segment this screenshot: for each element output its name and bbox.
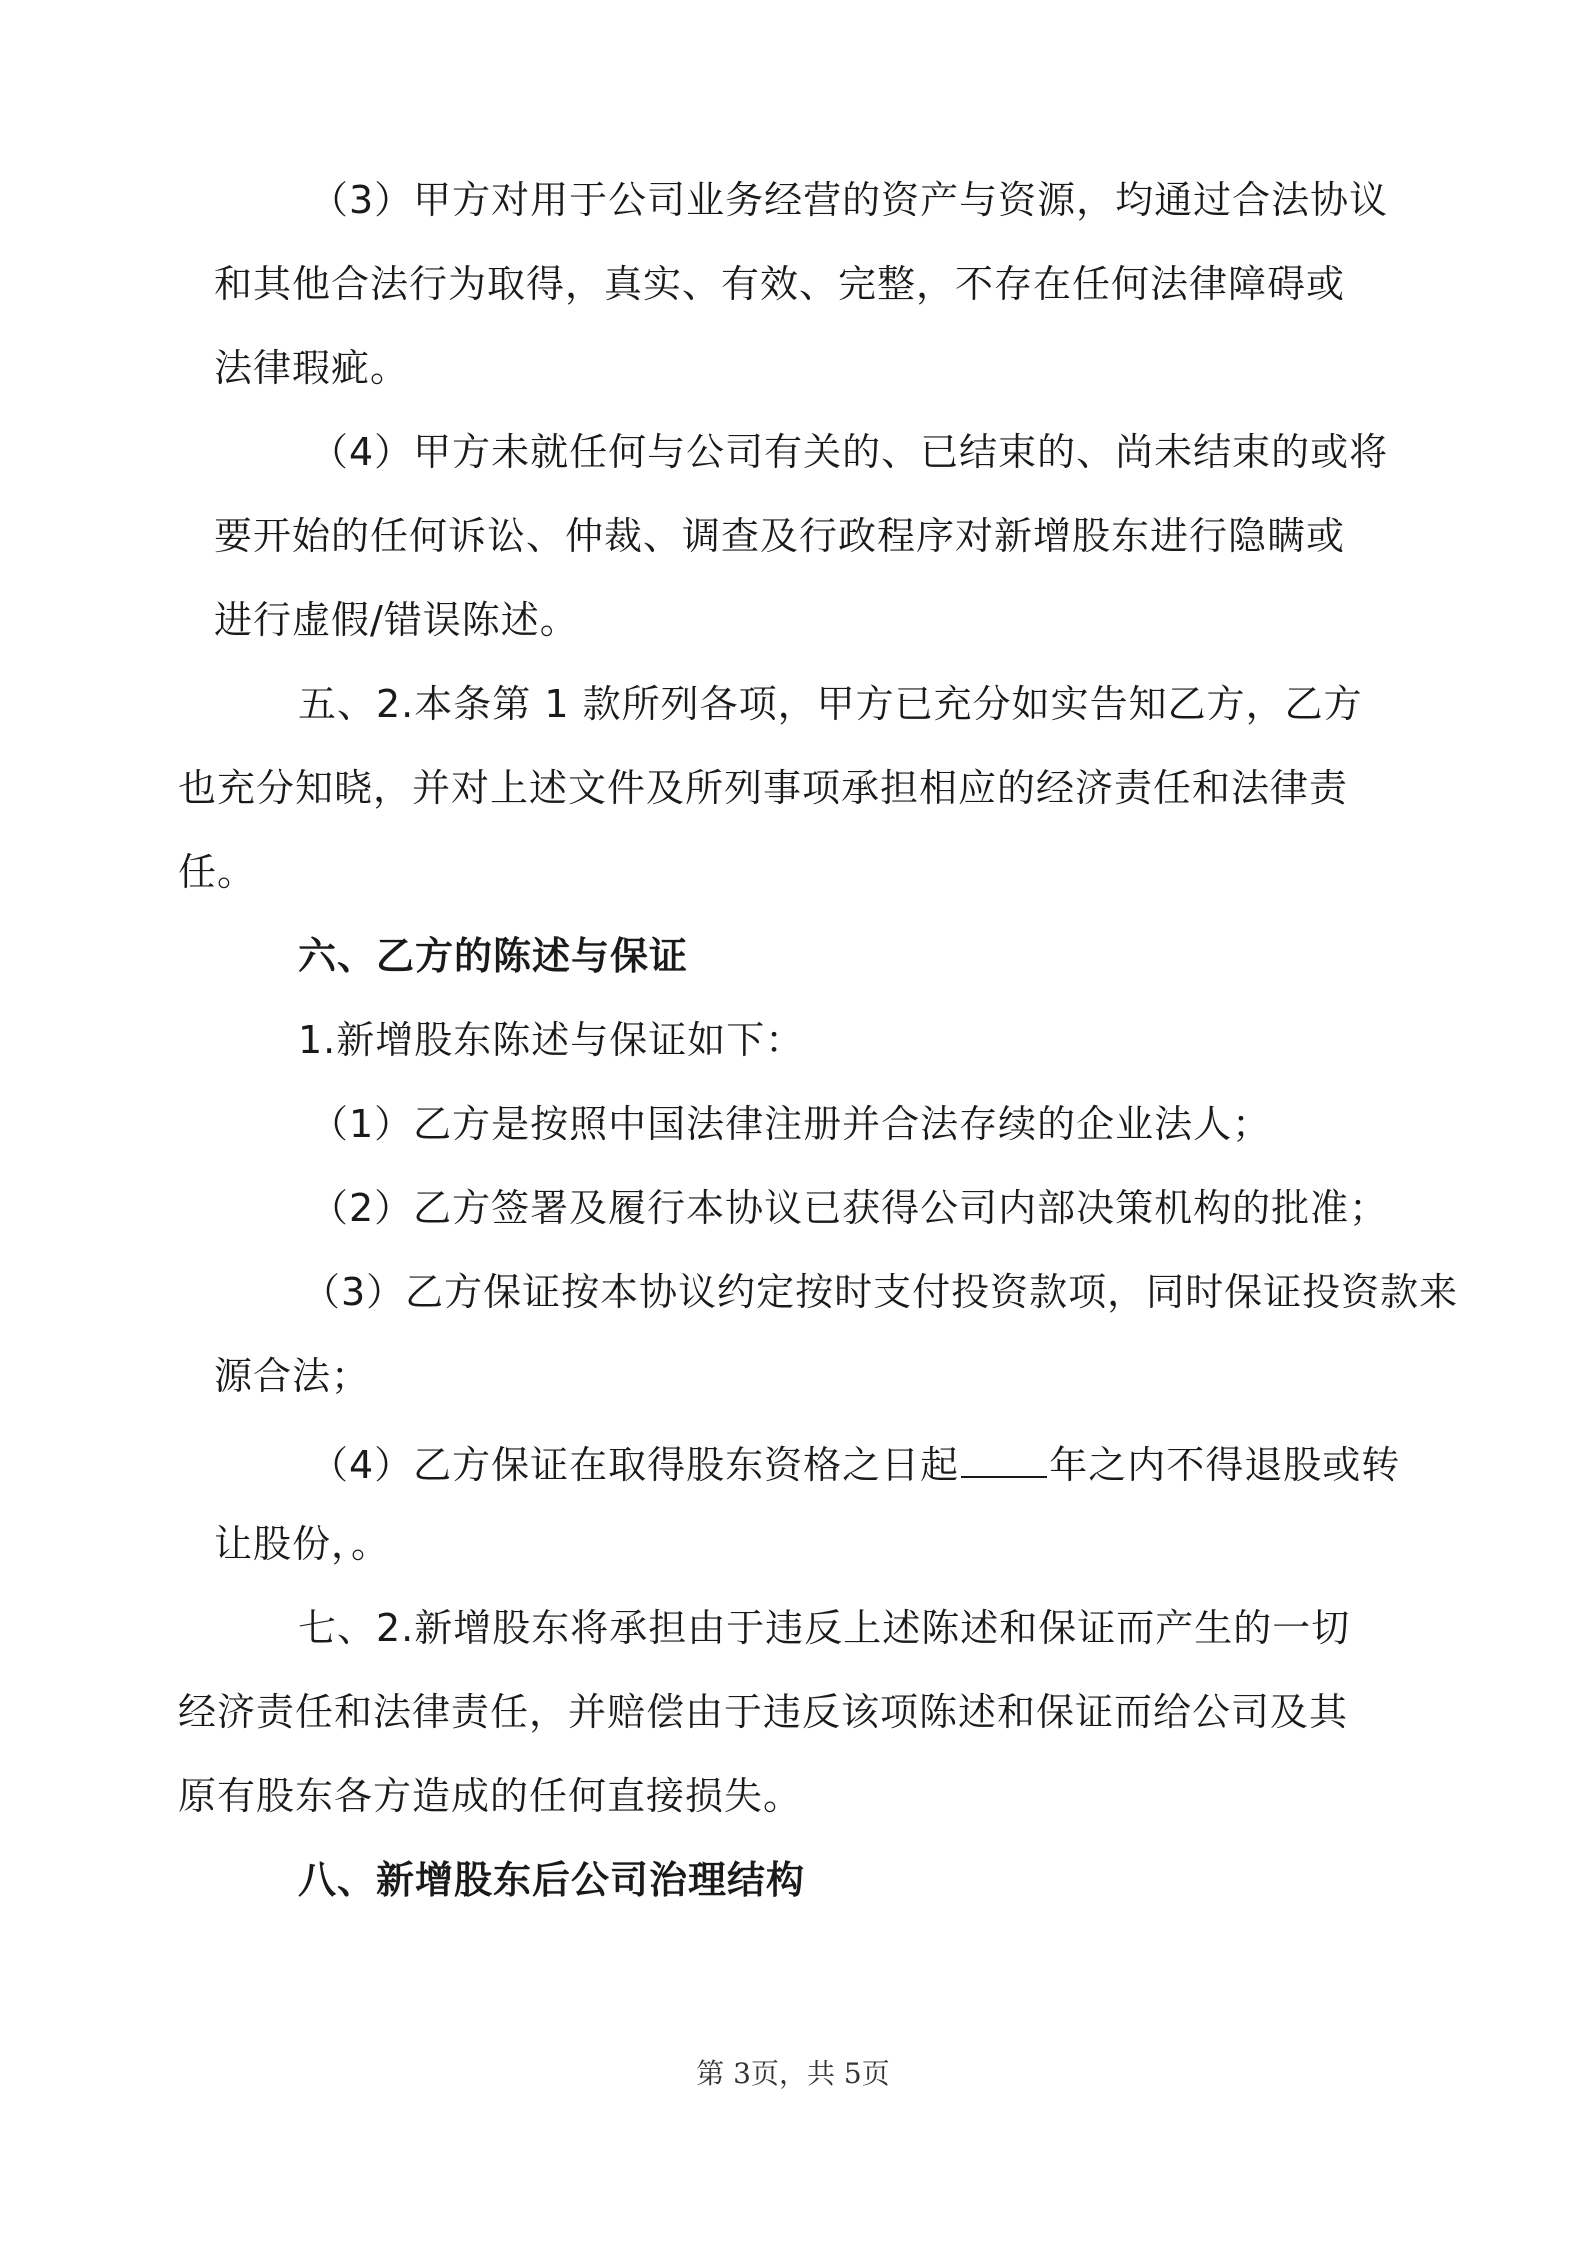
page-number-footer: 第 3页，共 5页 bbox=[696, 2057, 890, 2090]
section-6-item-1-4-line-1 bbox=[310, 1436, 1400, 1489]
section-6-item-1-4-line-2: 让股份，。 bbox=[214, 1522, 391, 1566]
section-5-line-2: 也充分知晓，并对上述文件及所列事项承担相应的经济责任和法律责 bbox=[178, 766, 1349, 810]
clause-4-line-3: 进行虚假/错误陈述。 bbox=[214, 598, 579, 642]
section-6-item-1-3-line-2: 源合法； bbox=[214, 1354, 371, 1398]
section-7-line-3: 原有股东各方造成的任何直接损失。 bbox=[178, 1774, 803, 1818]
clause-3-line-1: （3）甲方对用于公司业务经营的资产与资源，均通过合法协议 bbox=[310, 178, 1389, 222]
section-8-heading: 八、新增股东后公司治理结构 bbox=[298, 1858, 806, 1902]
section-5-line-3: 任。 bbox=[178, 850, 257, 894]
clause-4-line-1: （4）甲方未就任何与公司有关的、已结束的、尚未结束的或将 bbox=[310, 430, 1389, 474]
section-6-item-1: 1.新增股东陈述与保证如下： bbox=[298, 1018, 805, 1062]
item-1-4-text-before: （4）乙方保证在取得股东资格之日起 bbox=[310, 1443, 960, 1487]
fill-in-blank-years bbox=[961, 1436, 1047, 1478]
clause-4-line-2: 要开始的任何诉讼、仲裁、调查及行政程序对新增股东进行隐瞒或 bbox=[214, 514, 1346, 558]
section-6-item-1-3-line-1: （3）乙方保证按本协议约定按时支付投资款项，同时保证投资款来 bbox=[302, 1270, 1459, 1314]
clause-3-line-2: 和其他合法行为取得，真实、有效、完整，不存在任何法律障碍或 bbox=[214, 262, 1346, 306]
section-7-line-2: 经济责任和法律责任，并赔偿由于违反该项陈述和保证而给公司及其 bbox=[178, 1690, 1349, 1734]
section-5-line-1: 五、2.本条第 1 款所列各项，甲方已充分如实告知乙方，乙方 bbox=[298, 682, 1363, 726]
clause-3-line-3: 法律瑕疵。 bbox=[214, 346, 410, 390]
item-1-4-text-after: 年之内不得退股或转 bbox=[1049, 1443, 1401, 1487]
section-6-item-1-1: （1）乙方是按照中国法律注册并合法存续的企业法人； bbox=[310, 1102, 1272, 1146]
section-6-item-1-2: （2）乙方签署及履行本协议已获得公司内部决策机构的批准； bbox=[310, 1186, 1389, 1230]
section-6-heading: 六、乙方的陈述与保证 bbox=[298, 934, 689, 978]
section-7-line-1: 七、2.新增股东将承担由于违反上述陈述和保证而产生的一切 bbox=[298, 1606, 1351, 1650]
